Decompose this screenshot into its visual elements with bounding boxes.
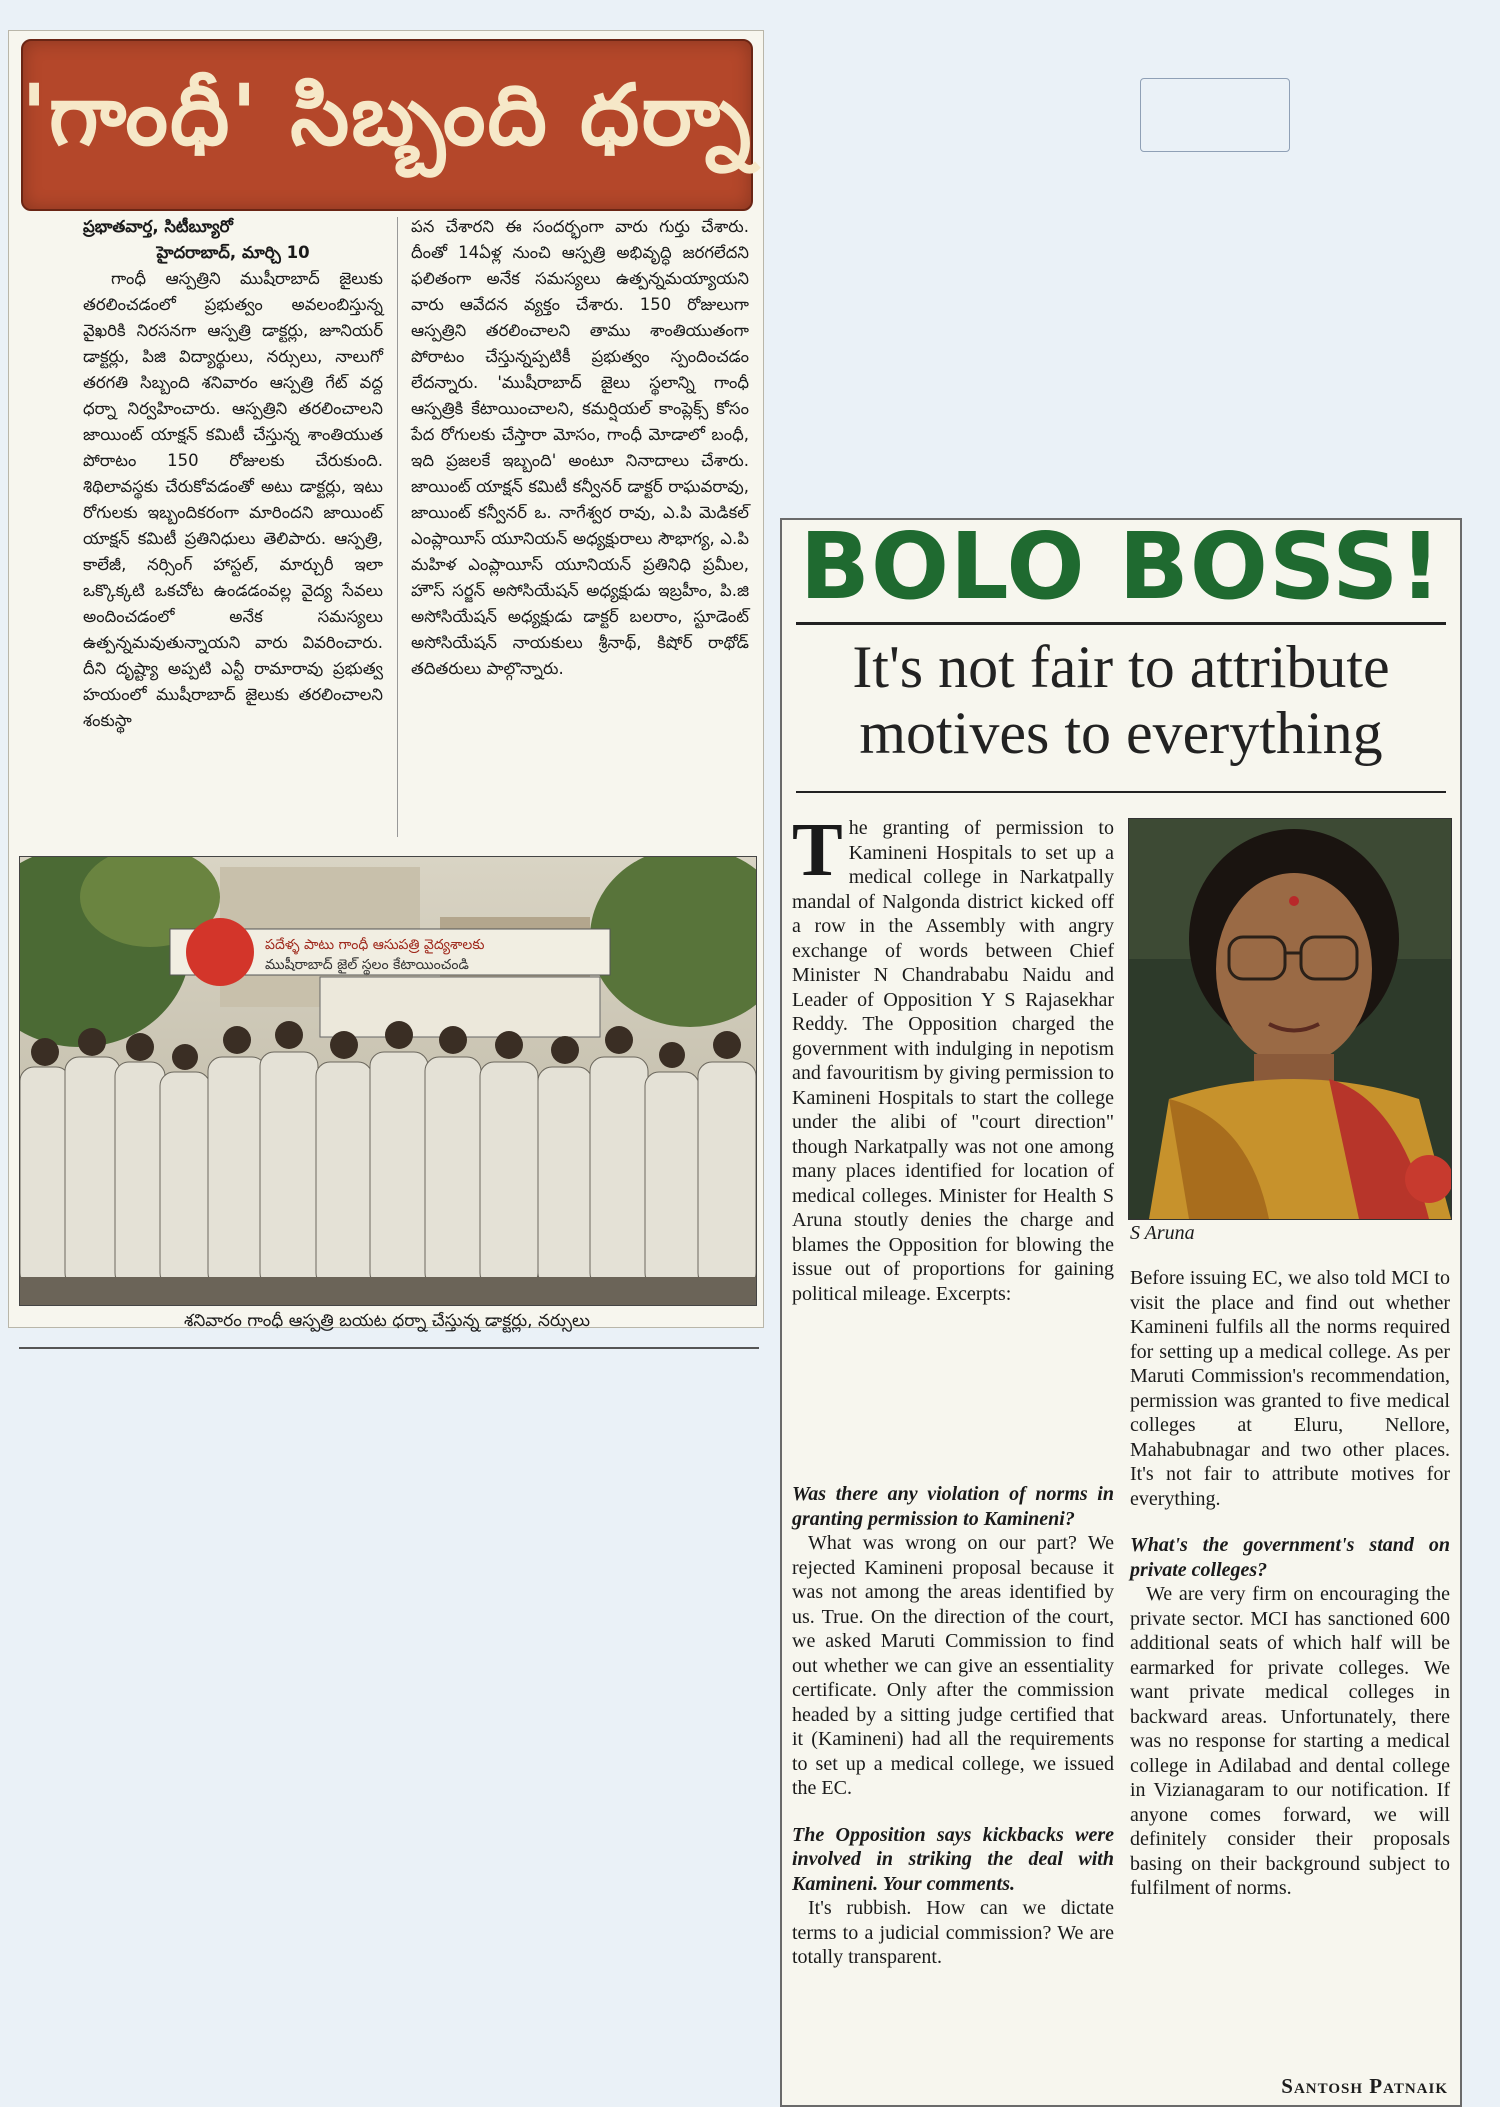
english-clipping bbox=[780, 513, 1462, 2107]
drop-cap: T bbox=[792, 808, 843, 892]
bottom-rule bbox=[19, 1347, 759, 1349]
intro-text: he granting of permission to Kamineni Hospitals to set up a medical college in Narkatpally mandal of Nalgonda district kicked off a row in the Assembly with angry exchange of words between Chief Minister N Chandrababu Naidu and Leader of Opposition Y S Rajasekhar Reddy. The Opposition charged the government with indulging in nepotism and favouritism by giving permission to Kamineni Hospitals to start the college under the alibi of "court direction" though Narkatpally was not one among many places identified for location of medical colleges. Minister for Health S Aruna stoutly denies the charge and blames the Opposition for blowing the issue out of proportions for gaining political mileage. Excerpts: bbox=[792, 817, 1114, 1305]
telugu-headline: 'గాంధీ' సిబ్బంది ధర్నా bbox=[21, 65, 753, 164]
column-headline: BOLO BOSS! bbox=[799, 513, 1443, 620]
article-intro bbox=[792, 808, 1114, 1306]
interview-answer-continued: Before issuing EC, we also told MCI to visit the place and find out whether Kamineni fulfils all the norms required for setting up a medical college. As per Maruti Commission's recommendation, permission was granted to five medical colleges at Eluru, Nellore, Mahabubnagar and two other places. It's not fair to attribute motives for everything. bbox=[1130, 1267, 1450, 1510]
dateline-place: హైదరాబాద్, మార్చి 10 bbox=[156, 243, 310, 262]
portrait-caption: S Aruna bbox=[1130, 1222, 1195, 1244]
interview-answer: It's rubbish. How can we dictate terms to a judicial commission? We are totally transparent. bbox=[792, 1897, 1114, 1968]
interview-question: Was there any violation of norms in granting permission to Kamineni? bbox=[792, 1483, 1114, 1530]
qa-column-left bbox=[792, 1482, 1114, 1992]
photo-caption: శనివారం గాంధీ ఆస్పత్రి బయట ధర్నా చేస్తున్న డాక్టర్లు, నర్సులు bbox=[184, 1311, 590, 1331]
interview-question: The Opposition says kickbacks were involved in striking the deal with Kamineni. Your comments. bbox=[792, 1823, 1114, 1895]
portrait-photo bbox=[1128, 818, 1452, 1220]
protest-photo bbox=[19, 856, 757, 1306]
headline-rule bbox=[796, 622, 1446, 625]
telugu-banner bbox=[21, 39, 753, 211]
column-divider bbox=[397, 217, 398, 837]
subhead-line-1: It's not fair to attribute bbox=[852, 634, 1390, 700]
photo-banner-text: పదేళ్ళ పాటు గాంధీ ఆసుపత్రి వైద్యశాలకు bbox=[265, 937, 485, 953]
dateline-source: ప్రభాతవార్త, సిటీబ్యూరో bbox=[83, 217, 233, 236]
telugu-column-1 bbox=[83, 214, 383, 734]
qa-column-right bbox=[1130, 1266, 1450, 1923]
photo-banner-text-2: ముషీరాబాద్ జైల్ స్థలం కేటాయించండి bbox=[265, 957, 469, 973]
interview-question: What's the government's stand on private colleges? bbox=[1130, 1534, 1450, 1581]
article-subheadline bbox=[782, 634, 1460, 766]
telugu-paragraph: గాంధీ ఆస్పత్రిని ముషీరాబాద్ జైలుకు తరలించడంలో ప్రభుత్వం అవలంబిస్తున్న వైఖరికి నిరసనగా ఆస్పత్రి డాక్టర్లు, జూనియర్ డాక్టర్లు, పిజి విద్యార్థులు, నర్సులు, నాలుగో తరగతి సిబ్బంది శనివారం ఆస్పత్రి గేట్ వద్ద ధర్నా నిర్వహించారు. ఆస్పత్రిని తరలించాలని జాయింట్ యాక్షన్ కమిటీ చేస్తున్న శాంతియుత పోరాటం 150 రోజులకు చేరుకుంది. శిథిలావస్థకు చేరుకోవడంతో అటు డాక్టర్లు, ఇటు రోగులకు ఇబ్బందికరంగా మారిందని జాయింట్ యాక్షన్ కమిటీ ప్రతినిధులు తెలిపారు. ఆస్పత్రి, కాలేజీ, నర్సింగ్ హాస్టల్, మార్చురీ ఇలా ఒక్కొక్కటి ఒకచోట ఉండడంవల్ల వైద్య సేవలు అందించడంలో అనేక సమస్యలు ఉత్పన్నమవుతున్నాయని వారు వివరించారు. దీని దృష్ట్యా అప్పటి ఎన్టీ రామారావు ప్రభుత్వ హయంలో ముషీరాబాద్ జైలుకు తరలించాలని శంకుస్థా bbox=[83, 269, 383, 730]
telugu-clipping bbox=[8, 30, 764, 1331]
telugu-paragraph: పన చేశారని ఈ సందర్భంగా వారు గుర్తు చేశారు. దీంతో 14ఏళ్ల నుంచి ఆస్పత్రి అభివృద్ధి జరగలేదని ఫలితంగా అనేక సమస్యలు ఉత్పన్నమయ్యాయని వారు ఆవేదన వ్యక్తం చేశారు. 150 రోజులుగా ఆస్పత్రిని తరలించాలని తాము శాంతియుతంగా పోరాటం చేస్తున్నప్పటికీ ప్రభుత్వం స్పందించడం లేదన్నారు. 'ముషీరాబాద్ జైలు స్థలాన్ని గాంధీ ఆస్పత్రికి కేటాయించాలని, కమర్షియల్ కాంప్లెక్స్ కోసం పేద రోగులకు చేస్తారా మోసం, గాంధీ మోడాలో బంధీ, ఇది ప్రజలకే ఇబ్బంది' అంటూ నినాదాలు చేశారు. జాయింట్ యాక్షన్ కమిటీ కన్వీనర్ డాక్టర్ రాఘవరావు, జాయింట్ కన్వీనర్ ఒ. నాగేశ్వర రావు, ఎ.పి మెడికల్ ఎంప్లాయీస్ యూనియన్ అధ్యక్షురాలు సౌభాగ్య, ఎ.పి మహిళ ఎంప్లాయీస్ యూనియన్ ప్రతినిధి ప్రమీల, హౌస్ సర్జన్ అసోసియేషన్ అధ్యక్షుడు ఇబ్రహీం, పి.జి అసోసియేషన్ అధ్యక్షుడు డాక్టర్ బలరాం, స్టూడెంట్ అసోసియేషన్ నాయకులు శ్రీనాథ్, కిషోర్ రాథోడ్ తదితరులు పాల్గొన్నారు. bbox=[411, 217, 749, 678]
telugu-column-2 bbox=[411, 214, 749, 682]
interview-answer: We are very firm on encouraging the private sector. MCI has sanctioned 600 additional seats of which half will be earmarked for private colleges. We want private medical colleges in backward areas. Unfortunately, there was no response for starting a medical college in Adilabad and dental college in Vizianagaram to our notification. If anyone comes forward, we will definitely consider their proposals basing on their background subject to fulfilment of norms. bbox=[1130, 1583, 1450, 1899]
empty-stamp-box bbox=[1140, 78, 1290, 152]
subhead-line-2: motives to everything bbox=[859, 700, 1383, 766]
byline: Santosh Patnaik bbox=[1281, 2074, 1448, 2098]
subhead-rule bbox=[796, 791, 1446, 793]
interview-answer: What was wrong on our part? We rejected Kamineni proposal because it was not among the areas identified by us. True. On the direction of the court, we asked Maruti Commission to find out whether we can give an essentiality certificate. Only after the commission headed by a sitting judge certified that it (Kamineni) had all the requirements to set up a medical college, we issued the EC. bbox=[792, 1532, 1114, 1799]
